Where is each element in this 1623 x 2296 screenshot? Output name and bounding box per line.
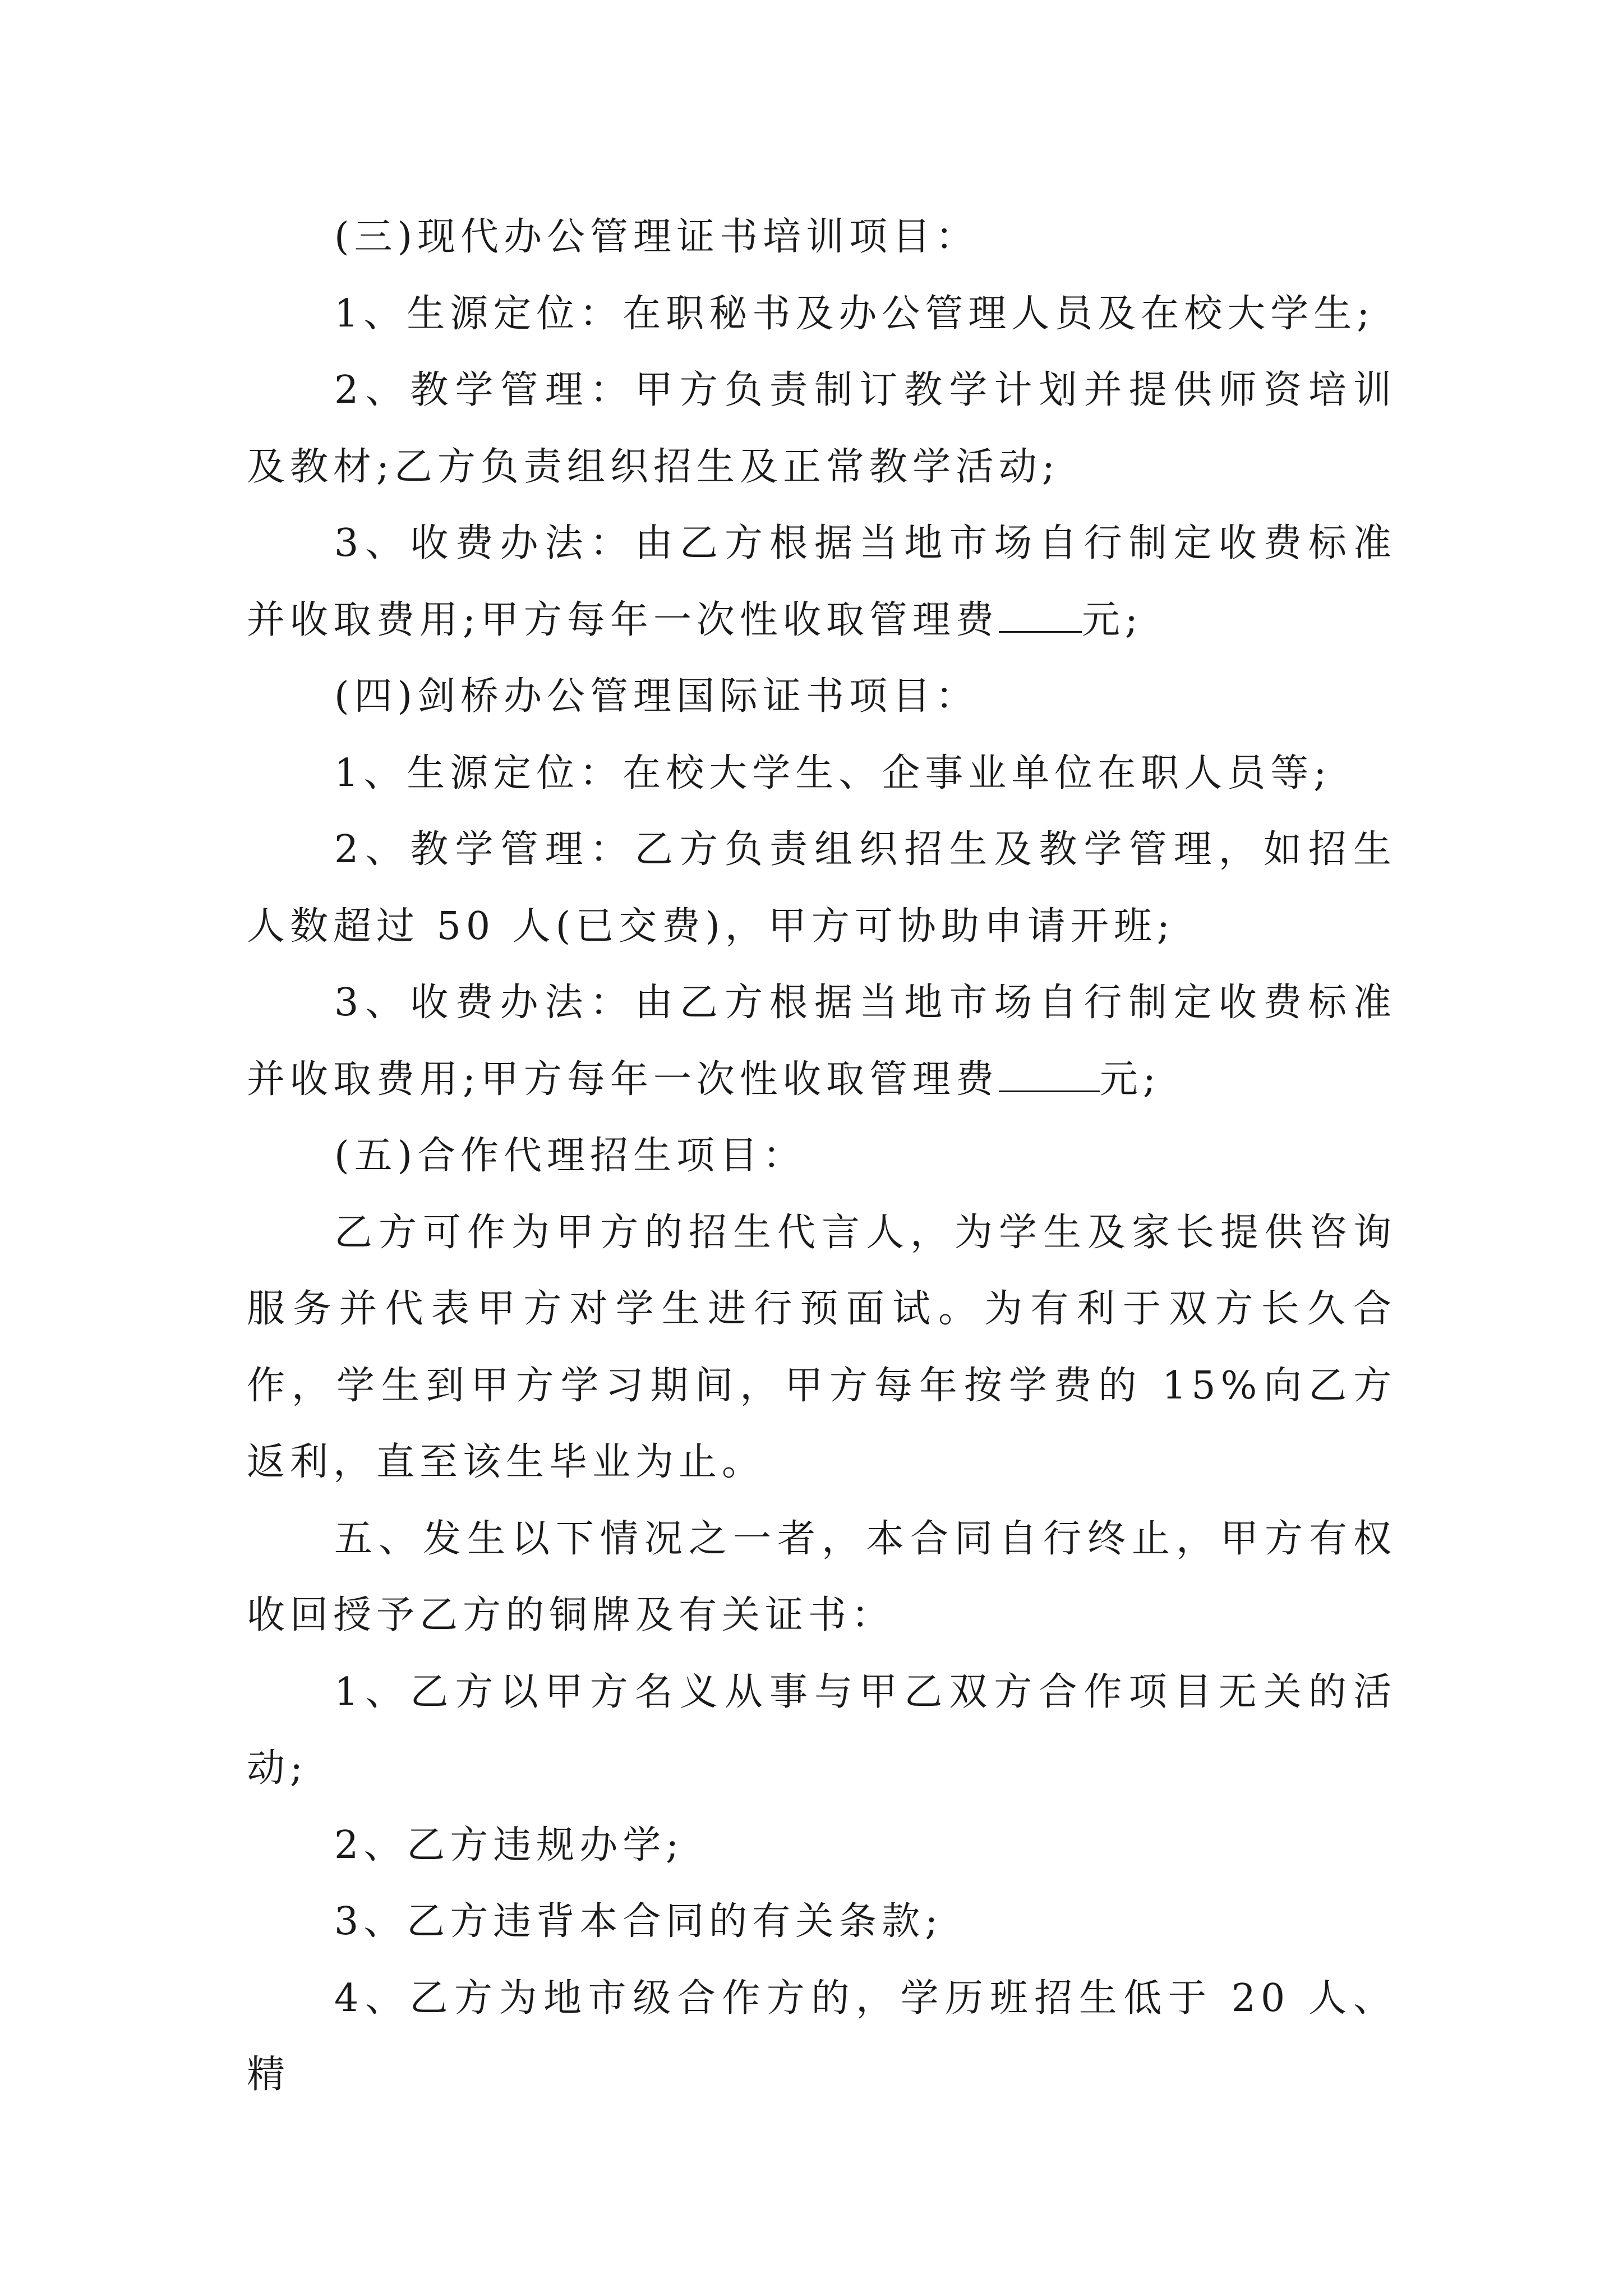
paragraph-text: 元;	[1081, 597, 1143, 642]
paragraph	[247, 505, 1396, 659]
paragraph-text: 元;	[1099, 1057, 1161, 1102]
paragraph: 2、乙方违规办学;	[334, 1823, 684, 1867]
paragraph: 1、乙方以甲方名义从事与甲乙双方合作项目无关的活动;	[247, 1669, 1396, 1791]
document-body	[247, 199, 1396, 2114]
fill-in-blank	[999, 599, 1082, 633]
paragraph: 1、生源定位：在职秘书及办公管理人员及在校大学生;	[334, 291, 1375, 336]
paragraph: 2、教学管理：乙方负责组织招生及教学管理，如招生人数超过 50 人(已交费)，甲方可协助申请开班;	[247, 827, 1396, 949]
section-heading-3: (三)现代办公管理证书培训项目：	[334, 215, 979, 259]
section-heading-5: (五)合作代理招生项目：	[334, 1134, 806, 1178]
paragraph: 乙方可作为甲方的招生代言人，为学生及家长提供咨询服务并代表甲方对学生进行预面试。为有利于双方长久合作，学生到甲方学习期间，甲方每年按学费的 15%向乙方返利，直至该生毕业为止。	[247, 1210, 1396, 1484]
section-heading-4: (四)剑桥办公管理国际证书项目：	[334, 674, 979, 719]
paragraph: 4、乙方为地市级合作方的，学历班招生低于 20 人、精	[247, 1976, 1396, 2097]
paragraph: 2、教学管理：甲方负责制订教学计划并提供师资培训及教材;乙方负责组织招生及正常教学活动;	[247, 368, 1396, 489]
fill-in-blank	[999, 1058, 1100, 1092]
paragraph: 3、乙方违背本合同的有关条款;	[334, 1899, 943, 1944]
paragraph-text: 3、收费办法：由乙方根据当地市场自行制定收费标准并收取费用;甲方每年一次性收取管理费	[247, 981, 1396, 1102]
paragraph	[247, 965, 1396, 1118]
paragraph-text: 3、收费办法：由乙方根据当地市场自行制定收费标准并收取费用;甲方每年一次性收取管理费	[247, 521, 1396, 642]
clause-heading: 五、发生以下情况之一者，本合同自行终止，甲方有权收回授予乙方的铜牌及有关证书：	[247, 1516, 1396, 1637]
paragraph: 1、生源定位：在校大学生、企事业单位在职人员等;	[334, 751, 1332, 795]
